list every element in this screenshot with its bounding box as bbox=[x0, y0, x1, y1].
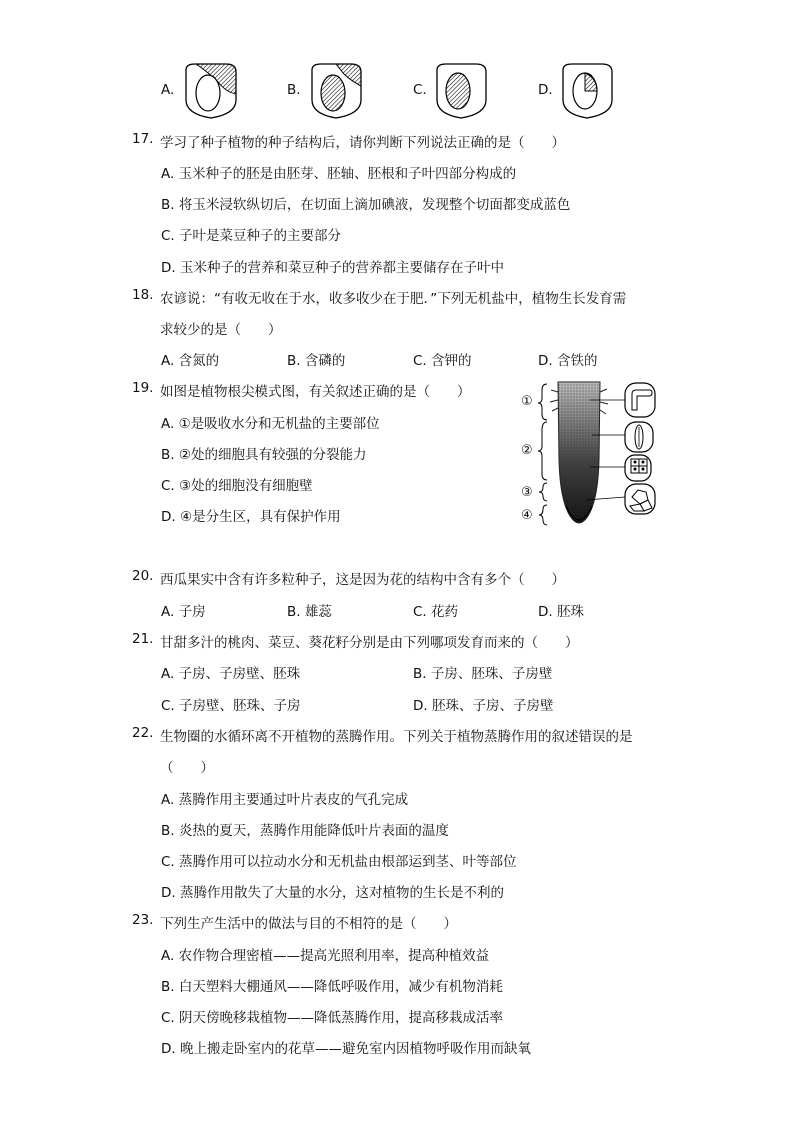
question-number: 18. bbox=[132, 287, 154, 303]
option-d: D. 含铁的 bbox=[538, 353, 598, 369]
figure-label-3: ③ bbox=[521, 485, 533, 500]
figure-label-4: ④ bbox=[521, 508, 533, 523]
option-d: D. ④是分生区，具有保护作用 bbox=[161, 509, 341, 525]
question-number: 20. bbox=[132, 568, 154, 584]
q16-option-a-label: A. bbox=[161, 82, 175, 98]
question-stem-continued: 求较少的是（ ） bbox=[160, 322, 282, 338]
option-a: A. 子房 bbox=[161, 604, 206, 620]
question-number: 17. bbox=[132, 131, 154, 147]
option-c: C. 子房壁、胚珠、子房 bbox=[161, 698, 301, 714]
question-stem-continued: （ ） bbox=[160, 760, 214, 776]
question-stem: 甘甜多汁的桃肉、菜豆、葵花籽分别是由下列哪项发育而来的（ ） bbox=[160, 635, 579, 651]
option-b: B. 雄蕊 bbox=[287, 604, 332, 620]
option-a: A. 玉米种子的胚是由胚芽、胚轴、胚根和子叶四部分构成的 bbox=[161, 166, 517, 182]
q16-option-c-label: C. bbox=[413, 82, 427, 98]
option-b: B. 炎热的夏天，蒸腾作用能降低叶片表面的温度 bbox=[161, 823, 449, 839]
question-stem: 生物圈的水循环离不开植物的蒸腾作用。下列关于植物蒸腾作用的叙述错误的是 bbox=[160, 729, 633, 745]
option-a: A. 农作物合理密植——提高光照利用率，提高种植效益 bbox=[161, 948, 490, 964]
option-b: B. 白天塑料大棚通风——降低呼吸作用，减少有机物消耗 bbox=[161, 979, 503, 995]
option-b: B. ②处的细胞具有较强的分裂能力 bbox=[161, 447, 367, 463]
question-stem: 农谚说：“有收无收在于水，收多收少在于肥．”下列无机盐中，植物生长发育需 bbox=[160, 291, 627, 307]
question-number: 19. bbox=[132, 380, 154, 396]
question-stem: 如图是植物根尖模式图，有关叙述正确的是（ ） bbox=[160, 384, 471, 400]
option-d: D. 蒸腾作用散失了大量的水分，这对植物的生长是不利的 bbox=[161, 885, 504, 901]
option-c: C. 子叶是菜豆种子的主要部分 bbox=[161, 228, 342, 244]
option-a: A. 含氮的 bbox=[161, 353, 220, 369]
option-c: C. 蒸腾作用可以拉动水分和无机盐由根部运到茎、叶等部位 bbox=[161, 854, 517, 870]
option-c: C. 花药 bbox=[413, 604, 459, 620]
option-d: D. 胚珠、子房、子房壁 bbox=[413, 698, 554, 714]
option-c: C. 含钾的 bbox=[413, 353, 472, 369]
option-b: B. 将玉米浸软纵切后，在切面上滴加碘液，发现整个切面都变成蓝色 bbox=[161, 197, 571, 213]
q16-option-b-label: B. bbox=[287, 82, 301, 98]
option-d: D. 玉米种子的营养和菜豆种子的营养都主要储存在子叶中 bbox=[161, 260, 504, 276]
figure-label-1: ① bbox=[521, 394, 533, 409]
q16-option-d-label: D. bbox=[538, 82, 553, 98]
question-number: 21. bbox=[132, 631, 154, 647]
question-stem: 下列生产生活中的做法与目的不相符的是（ ） bbox=[160, 916, 457, 932]
option-a: A. 子房、子房壁、胚珠 bbox=[161, 666, 301, 682]
option-a: A. ①是吸收水分和无机盐的主要部位 bbox=[161, 416, 380, 432]
figure-label-2: ② bbox=[521, 443, 533, 458]
option-c: C. ③处的细胞没有细胞壁 bbox=[161, 478, 313, 494]
question-stem: 西瓜果实中含有许多粒种子，这是因为花的结构中含有多个（ ） bbox=[160, 572, 565, 588]
option-c: C. 阴天傍晚移栽植物——降低蒸腾作用，提高移栽成活率 bbox=[161, 1010, 504, 1026]
question-stem: 学习了种子植物的种子结构后，请你判断下列说法正确的是（ ） bbox=[160, 135, 565, 151]
option-b: B. 含磷的 bbox=[287, 353, 346, 369]
option-b: B. 子房、胚珠、子房壁 bbox=[413, 666, 553, 682]
option-a: A. 蒸腾作用主要通过叶片表皮的气孔完成 bbox=[161, 792, 409, 808]
option-d: D. 晚上搬走卧室内的花草——避免室内因植物呼吸作用而缺氧 bbox=[161, 1041, 531, 1057]
option-d: D. 胚珠 bbox=[538, 604, 584, 620]
question-number: 22. bbox=[132, 725, 154, 741]
question-number: 23. bbox=[132, 912, 154, 928]
